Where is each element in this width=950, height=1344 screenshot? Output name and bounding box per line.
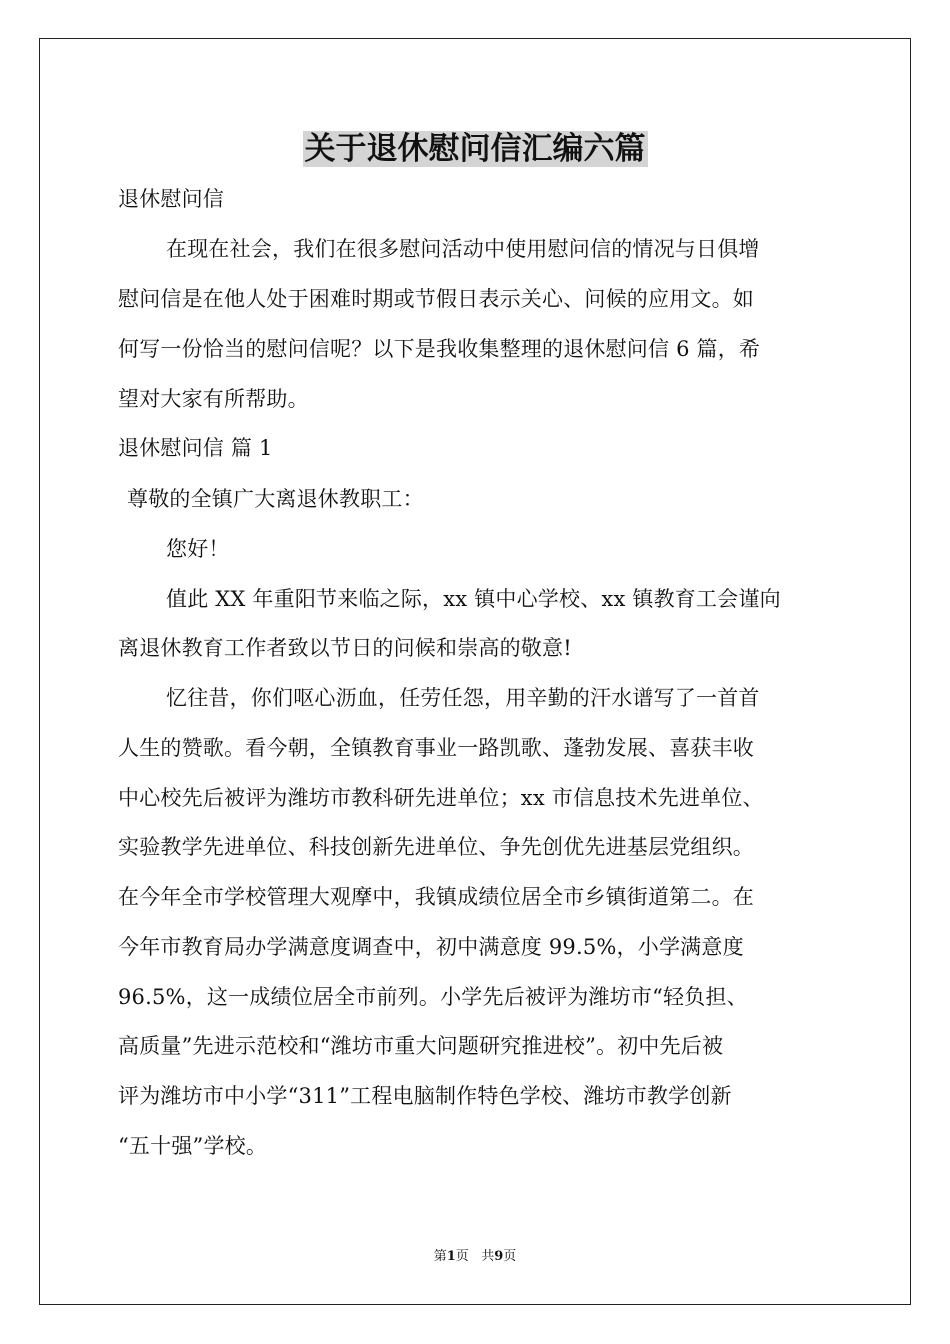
paragraph-line: 中心校先后被评为潍坊市教科研先进单位；xx 市信息技术先进单位、 — [118, 786, 764, 810]
total-pages-number: 9 — [494, 1249, 504, 1264]
current-page-number: 1 — [446, 1249, 456, 1264]
paragraph-line: 何写一份恰当的慰问信呢？以下是我收集整理的退休慰问信 6 篇，希 — [118, 337, 761, 361]
paragraph-line: 望对大家有所帮助。 — [118, 387, 309, 411]
paragraph-line: 离退休教育工作者致以节日的问候和崇高的敬意! — [118, 636, 572, 660]
page-border — [39, 38, 911, 1305]
salutation-line: 尊敬的全镇广大离退休教职工： — [127, 487, 424, 511]
paragraph-line: 在今年全市学校管理大观摩中，我镇成绩位居全市乡镇街道第二。在 — [118, 885, 754, 909]
document-title: 关于退休慰问信汇编六篇 — [304, 131, 646, 167]
paragraph-line: 在现在社会，我们在很多慰问活动中使用慰问信的情况与日俱增 — [166, 237, 760, 261]
paragraph-line: “五十强”学校。 — [118, 1134, 268, 1158]
paragraph-line: 今年市教育局办学满意度调查中，初中满意度 99.5%，小学满意度 — [118, 935, 744, 959]
paragraph-line: 实验教学先进单位、科技创新先进单位、争先创优先进基层党组织。 — [118, 835, 754, 859]
section-heading: 退休慰问信 — [118, 187, 224, 211]
paragraph-line: 忆往昔，你们呕心沥血，任劳任怨，用辛勤的汗水谱写了一首首 — [166, 686, 760, 710]
paragraph-line: 慰问信是在他人处于困难时期或节假日表示关心、问候的应用文。如 — [118, 287, 754, 311]
page-footer — [0, 1248, 950, 1266]
footer-suffix: 页 — [503, 1249, 517, 1264]
paragraph-line: 高质量”先进示范校和“潍坊市重大问题研究推进校”。初中先后被 — [118, 1034, 724, 1058]
footer-prefix: 第 — [433, 1249, 447, 1264]
section-heading: 退休慰问信 篇 1 — [118, 436, 273, 460]
footer-mid: 页 共 — [455, 1249, 495, 1264]
paragraph-line: 值此 XX 年重阳节来临之际，xx 镇中心学校、xx 镇教育工会谨向 — [166, 587, 781, 611]
paragraph-line: 评为潍坊市中小学“311”工程电脑制作特色学校、潍坊市教学创新 — [118, 1084, 732, 1108]
paragraph-line: 96.5%，这一成绩位居全市前列。小学先后被评为潍坊市“轻负担、 — [118, 985, 748, 1009]
greeting-line: 您好！ — [166, 537, 230, 561]
paragraph-line: 人生的赞歌。看今朝，全镇教育事业一路凯歌、蓬勃发展、喜获丰收 — [118, 736, 754, 760]
